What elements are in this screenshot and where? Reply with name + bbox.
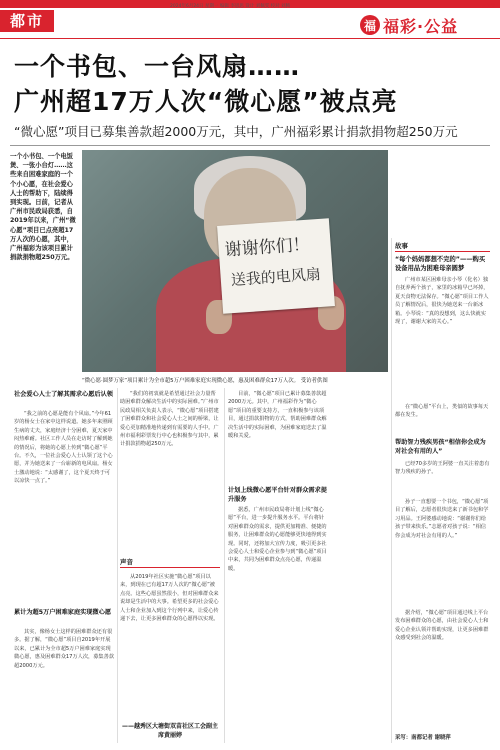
body-paragraph: “我之前的心愿是能有个风扇。”今年61岁的杨女士在家中这样说道。她多年来照顾生病的丈夫，家庭经济十分困难，夏天家中闷热难耐。社区工作人员在走访时了解到她的情况后，将她的心愿上传到“微心愿”平台。不久，一位社会爱心人士认领了这个心愿，并为她送来了一台崭新的电风扇。杨女士激动地说：“太感谢了，这个夏天终于可以凉快一点了。” bbox=[14, 411, 113, 485]
lottery-emblem-icon: 福 bbox=[360, 15, 380, 35]
quote-rule bbox=[120, 567, 220, 568]
quote-author: ——越秀区大塘街双苗社区工会副主席黄丽婷 bbox=[121, 723, 218, 739]
section-tag: 都市 bbox=[0, 10, 54, 32]
sidebar-paragraph: 孙子一直想要一个书包，“微心愿”项目了解后，志愿者很快送来了新书包和学习用品。王阿婆感动地说：“谢谢你们给孩子带来快乐。”志愿者对孩子说：“相信你会成为对社会有用的人。” bbox=[395, 499, 489, 539]
sidebar-title: “每个妈妈都想不完的”——购买设备用品为困难母亲圆梦 bbox=[395, 256, 486, 272]
headline-line-2: 广州超17万人次“微心愿”被点亮 bbox=[14, 87, 398, 116]
lede-paragraph: 一个小书包、一个电饭煲、一张小台灯……这些来自困难家庭的一个个小心愿，在社会爱心人士的帮助下，陆续得到实现。日前，记者从广州市民政局获悉，自2019年以来，广州“微心愿”项目已点亮超17万人次的心愿，其中，广州福彩为该项目累计捐款捐物超250万元。 bbox=[10, 153, 76, 262]
column-divider bbox=[117, 388, 118, 743]
quote-section-label: 声音 bbox=[120, 558, 133, 566]
section-subheading: 累计为超5万户困难家庭实现微心愿 bbox=[14, 609, 112, 616]
dateline: 2024年6月24日 星期一 编辑 李思思 设计 刘佩雯 校对 刘腾 bbox=[170, 4, 291, 9]
column-divider bbox=[224, 388, 225, 743]
welfare-lottery-logo bbox=[360, 14, 490, 36]
body-paragraph: “我们的初衷就是希望通过社会力量帮助困难群众解决生活中的实际困难。”广州市民政局相关负责人表示，“微心愿”项目搭建了困难群众和社会爱心人士之间的桥梁，让爱心更加精准地传递到有需要的人手中。广州市福利彩票发行中心也积极参与其中，累计捐款捐物超250万元。 bbox=[120, 391, 219, 448]
section-subheading: 社会爱心人士了解其需求心愿后认领 bbox=[14, 391, 113, 398]
subheadline: “微心愿”项目已募集善款超2000万元，其中，广州福彩累计捐款捐物超250万元 bbox=[14, 124, 458, 139]
byline: 采写：南都记者 谢晓萍 bbox=[395, 735, 451, 741]
body-column bbox=[14, 628, 114, 670]
quote-paragraph: 从2019年社区实施“微心愿”项目以来，到现在已有超17万人次的“微心愿”被点亮。这些心愿虽然很小，但对困难群众来说却是生活中的大事。希望更多的社会爱心人士和企业加入到这个行列中来，让爱心传递下去，让更多困难群众的心愿得以实现。 bbox=[120, 574, 219, 623]
headline-line-1: 一个书包、一台风扇…… bbox=[14, 52, 301, 81]
sidebar-paragraph: 已经70多岁的王阿婆一直关注着患有智力残疾的孙子。 bbox=[395, 461, 490, 476]
top-rule bbox=[0, 38, 500, 39]
body-paragraph: 据悉，广州市民政局将计划上线“微心愿”平台，进一步提升服务水平。平台将针对困难群众的需求，提供更加精准、便捷的服务，让困难群众的心愿能够更快地得到实现。同时，还将加大宣传力度，吸引更多社会爱心人士和爱心企业参与到“微心愿”项目中来，共同为困难群众点亮心愿，传递温暖。 bbox=[228, 507, 327, 572]
sidebar-paragraph: 据介绍，“微心愿”项目通过线上平台发布困难群众的心愿，由社会爱心人士和爱心企业认领并帮助实现，让更多困难群众感受到社会的温暖。 bbox=[395, 610, 489, 642]
sidebar-paragraph: 广州市某区困难母亲小琴（化名）独自抚养两个孩子，家里的冰箱早已坏掉，夏天食物无法保存。“微心愿”项目工作人员了解情况后，很快为她送来一台新冰箱。小琴说：“真的没想到，这么快就实现了，谢谢大家的关心。” bbox=[395, 277, 489, 326]
sign-text-line-2: 送我的电风扇 bbox=[230, 264, 322, 290]
logo-text: 福彩·公益 bbox=[383, 16, 459, 36]
body-column bbox=[14, 410, 114, 486]
sidebar-paragraph: 在“微心愿”平台上，类似的故事每天都在发生。 bbox=[395, 404, 489, 419]
quote-column bbox=[120, 573, 220, 623]
sidebar-rule bbox=[395, 251, 490, 252]
sidebar-subheading: 帮助智力残疾男孩“相信你会成为对社会有用的人” bbox=[395, 439, 486, 455]
handwritten-sign bbox=[217, 218, 335, 314]
body-column bbox=[228, 390, 328, 440]
page-number: A12 bbox=[482, 3, 495, 10]
column-divider bbox=[391, 238, 392, 743]
section-subheading: 计划上线微心愿平台针对群众需求提升服务 bbox=[228, 487, 327, 503]
sign-text-line-1: 谢谢你们！ bbox=[224, 234, 311, 261]
sidebar-label: 故事 bbox=[395, 242, 408, 250]
body-column bbox=[120, 390, 220, 449]
body-paragraph: 其实，像杨女士这样的困难群众还有很多。据了解，“微心愿”项目自2019年开展以来，已累计为全市超5万户困难家庭实现微心愿，惠及困难群众17万人次，募集善款超2000万元。 bbox=[14, 629, 114, 669]
headline-rule bbox=[10, 145, 490, 146]
photo-caption: “微心愿·圆梦万家”项目累计为全市超5万户困难家庭实现微心愿，惠及困难群众17万人次。 受访者供图 bbox=[82, 378, 328, 384]
news-photo bbox=[82, 150, 388, 372]
body-column bbox=[228, 506, 328, 573]
body-paragraph: 目前，“微心愿”项目已累计募集善款超2000万元。其中，广州福彩作为“微心愿”项目的重要支持方，一直积极参与该项目，通过捐款捐物的方式，帮助困难群众解决生活中的实际困难，为困难家庭送去了温暖和关爱。 bbox=[228, 391, 327, 440]
